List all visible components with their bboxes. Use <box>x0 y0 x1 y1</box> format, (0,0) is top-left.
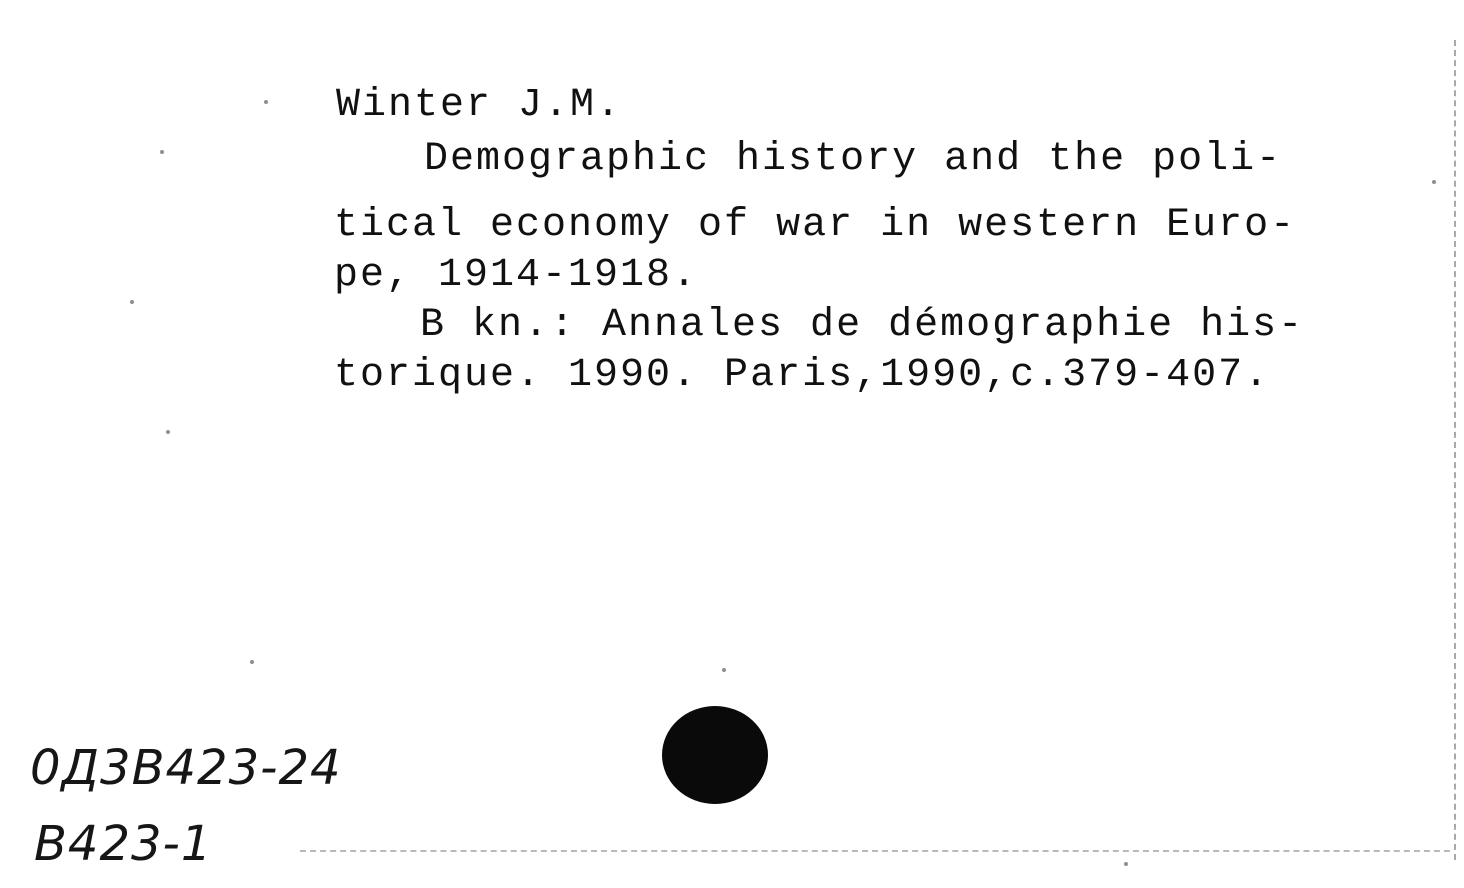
handwritten-shelfmark-1: 0Д3В423-24 <box>30 740 342 796</box>
title-line-3: pe, 1914-1918. <box>334 253 699 298</box>
scan-speck <box>160 150 164 154</box>
scan-speck <box>722 668 726 672</box>
card-edge-right <box>1454 40 1456 860</box>
title-line-1: Demographic history and the poli- <box>424 137 1283 182</box>
source-line-2: torique. 1990. Paris,1990,c.379-407. <box>334 353 1271 398</box>
title-line-2: tical economy of war in western Euro- <box>334 203 1297 248</box>
scan-speck <box>130 300 134 304</box>
source-line-1: B kn.: Annales de démographie his- <box>420 303 1305 348</box>
punch-hole <box>662 706 768 804</box>
author-line: Winter J.M. <box>336 83 623 128</box>
card-edge-bottom <box>300 850 1450 852</box>
scan-speck <box>1432 180 1436 184</box>
handwritten-shelfmark-2: В423-1 <box>34 816 213 872</box>
scan-speck <box>250 660 254 664</box>
scan-speck <box>1124 862 1128 866</box>
scan-speck <box>166 430 170 434</box>
scan-speck <box>264 100 268 104</box>
